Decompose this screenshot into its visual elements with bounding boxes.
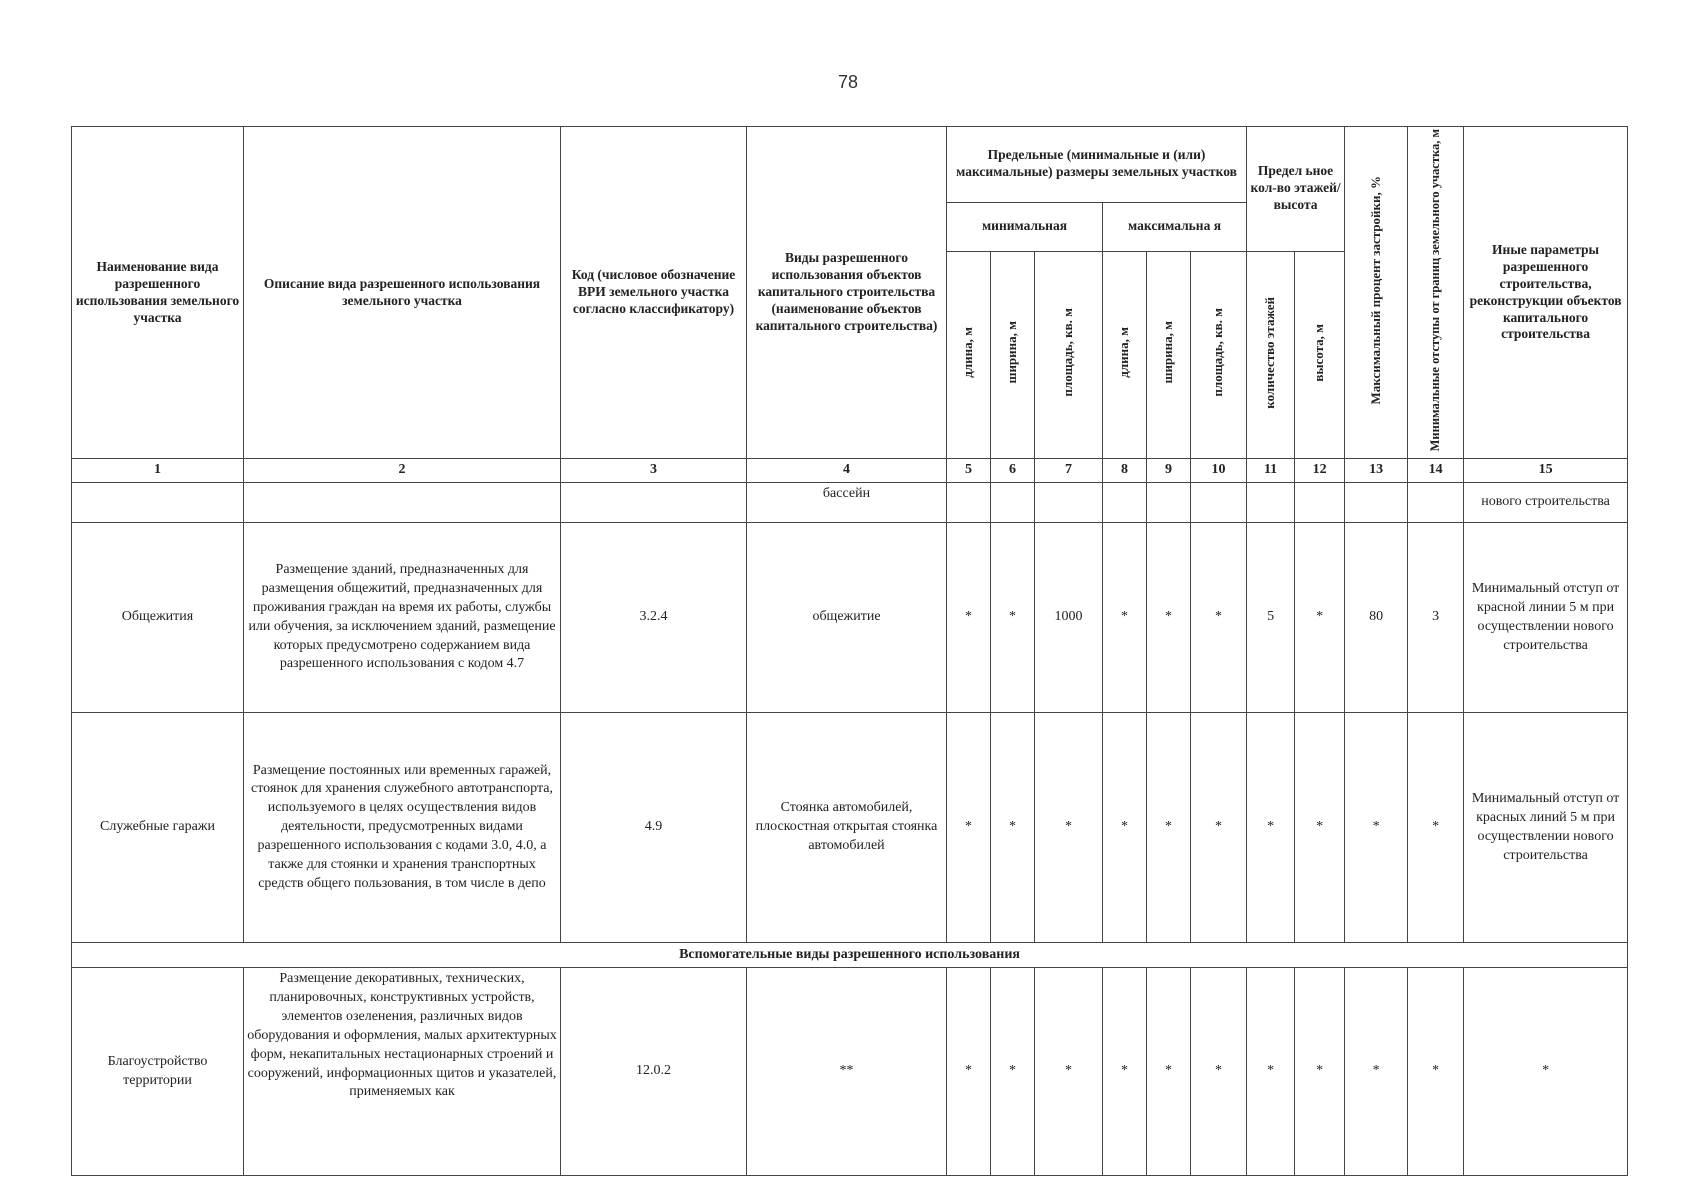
row-other: нового строительства bbox=[1464, 483, 1628, 523]
header-col-setback bbox=[1408, 127, 1464, 459]
header-col-percent bbox=[1345, 127, 1408, 459]
row-value: * bbox=[1191, 523, 1247, 713]
row-code: 12.0.2 bbox=[561, 968, 747, 1176]
row-value bbox=[1295, 483, 1345, 523]
row-value: * bbox=[1147, 523, 1191, 713]
row-value: * bbox=[1035, 713, 1103, 943]
column-number: 4 bbox=[747, 459, 947, 483]
row-value: 80 bbox=[1345, 523, 1408, 713]
row-value: * bbox=[1247, 713, 1295, 943]
row-value: * bbox=[1295, 968, 1345, 1176]
row-objects: ** bbox=[747, 968, 947, 1176]
row-value: * bbox=[1103, 713, 1147, 943]
row-value: * bbox=[1408, 713, 1464, 943]
header-col-area2-label: площадь, кв. м bbox=[1210, 308, 1226, 397]
column-number: 3 bbox=[561, 459, 747, 483]
header-col4: Виды разрешенного использования объектов капитального строительства (наименование объектов капитального строительства) bbox=[747, 127, 947, 459]
column-number: 15 bbox=[1464, 459, 1628, 483]
header-col-width-label: ширина, м bbox=[1004, 321, 1020, 384]
row-value: * bbox=[947, 968, 991, 1176]
header-col-percent-label: Максимальный процент застройки, % bbox=[1367, 175, 1383, 405]
row-value: * bbox=[991, 523, 1035, 713]
row-value: * bbox=[1191, 713, 1247, 943]
column-number: 1 bbox=[72, 459, 244, 483]
row-other: Минимальный отступ от красной линии 5 м при осуществлении нового строительства bbox=[1464, 523, 1628, 713]
row-code: 4.9 bbox=[561, 713, 747, 943]
header-col2: Описание вида разрешенного использования земельного участка bbox=[244, 127, 561, 459]
row-value bbox=[1147, 483, 1191, 523]
header-col-length2-label: длина, м bbox=[1116, 327, 1132, 378]
row-description: Размещение зданий, предназначенных для размещения общежитий, предназначенных для проживания граждан на время их работы, службы или обучения, за исключением зданий, размещение которых предусмотрено содержанием вида разрешенного использования с кодом 4.7 bbox=[244, 523, 561, 713]
row-value: * bbox=[1247, 968, 1295, 1176]
row-description: Размещение декоративных, технических, планировочных, конструктивных устройств, элементов озеленения, различных видов оборудования и оформления, малых архитектурных форм, некапитальных нестационарных строений и сооружений, информационных щитов и указателей, применяемых как bbox=[244, 968, 561, 1176]
column-number: 11 bbox=[1247, 459, 1295, 483]
column-number: 6 bbox=[991, 459, 1035, 483]
column-number: 2 bbox=[244, 459, 561, 483]
header-col-length bbox=[947, 251, 991, 459]
row-value: 5 bbox=[1247, 523, 1295, 713]
row-objects: общежитие bbox=[747, 523, 947, 713]
row-value: * bbox=[1191, 968, 1247, 1176]
table-row bbox=[72, 713, 1628, 943]
row-value bbox=[1247, 483, 1295, 523]
column-number: 13 bbox=[1345, 459, 1408, 483]
row-name: Общежития bbox=[72, 523, 244, 713]
zoning-parameters-table bbox=[71, 126, 1628, 1176]
header-group-max: максимальна я bbox=[1103, 202, 1247, 251]
row-value: * bbox=[947, 523, 991, 713]
header-col-area-label: площадь, кв. м bbox=[1060, 308, 1076, 397]
row-value bbox=[991, 483, 1035, 523]
row-value: * bbox=[1345, 713, 1408, 943]
row-value: * bbox=[991, 968, 1035, 1176]
row-value: * bbox=[1103, 523, 1147, 713]
header-col-width2-label: ширина, м bbox=[1160, 321, 1176, 384]
column-number: 7 bbox=[1035, 459, 1103, 483]
row-objects: бассейн bbox=[747, 483, 947, 523]
row-value bbox=[1345, 483, 1408, 523]
header-col3: Код (числовое обозначение ВРИ земельного участка согласно классификатору) bbox=[561, 127, 747, 459]
row-value: * bbox=[1103, 968, 1147, 1176]
header-group-min: минимальная bbox=[947, 202, 1103, 251]
row-name bbox=[72, 483, 244, 523]
row-value: * bbox=[1295, 523, 1345, 713]
row-value bbox=[1408, 483, 1464, 523]
row-value: * bbox=[991, 713, 1035, 943]
section-row bbox=[72, 943, 1628, 968]
row-value bbox=[1035, 483, 1103, 523]
header-col-area2 bbox=[1191, 251, 1247, 459]
column-number: 10 bbox=[1191, 459, 1247, 483]
row-other: * bbox=[1464, 968, 1628, 1176]
row-value: 3 bbox=[1408, 523, 1464, 713]
column-number: 9 bbox=[1147, 459, 1191, 483]
row-value: * bbox=[1295, 713, 1345, 943]
row-other: Минимальный отступ от красных линий 5 м при осуществлении нового строительства bbox=[1464, 713, 1628, 943]
header-col-floors-label: количество этажей bbox=[1262, 296, 1278, 409]
header-col-height bbox=[1295, 251, 1345, 459]
header-col-floors bbox=[1247, 251, 1295, 459]
header-col-length-label: длина, м bbox=[960, 327, 976, 378]
row-code bbox=[561, 483, 747, 523]
row-value bbox=[1103, 483, 1147, 523]
row-value: * bbox=[947, 713, 991, 943]
row-value: * bbox=[1147, 713, 1191, 943]
row-value bbox=[947, 483, 991, 523]
header-col-setback-label: Минимальные отступы от границ земельного участка, м bbox=[1427, 129, 1442, 452]
row-value: * bbox=[1408, 968, 1464, 1176]
row-value: 1000 bbox=[1035, 523, 1103, 713]
header-col-area bbox=[1035, 251, 1103, 459]
row-code: 3.2.4 bbox=[561, 523, 747, 713]
column-number: 14 bbox=[1408, 459, 1464, 483]
header-col15: Иные параметры разрешенного строительства, реконструкции объектов капитального строительства bbox=[1464, 127, 1628, 459]
column-number: 12 bbox=[1295, 459, 1345, 483]
section-title: Вспомогательные виды разрешенного использования bbox=[72, 943, 1628, 968]
row-description: Размещение постоянных или временных гаражей, стоянок для хранения служебного автотранспорта, используемого в целях осуществления видов деятельности, предусмотренных видами разрешенного использования с кодами 3.0, 4.0, а также для стоянки и хранения транспортных средств общего пользования, в том числе в депо bbox=[244, 713, 561, 943]
column-number-row bbox=[72, 459, 1628, 483]
header-group-sizes: Предельные (минимальные и (или) максимальные) размеры земельных участков bbox=[947, 127, 1247, 203]
row-value: * bbox=[1035, 968, 1103, 1176]
row-name: Благоустройство территории bbox=[72, 968, 244, 1176]
header-col-width bbox=[991, 251, 1035, 459]
table-row bbox=[72, 523, 1628, 713]
header-col-length2 bbox=[1103, 251, 1147, 459]
table-row bbox=[72, 968, 1628, 1176]
header-col-width2 bbox=[1147, 251, 1191, 459]
table-row bbox=[72, 483, 1628, 523]
page-number: 78 bbox=[837, 72, 859, 92]
row-name: Служебные гаражи bbox=[72, 713, 244, 943]
column-number: 8 bbox=[1103, 459, 1147, 483]
header-col-height-label: высота, м bbox=[1311, 323, 1327, 382]
header-group-floors: Предел ьное кол-во этажей/ высота bbox=[1247, 127, 1345, 252]
row-value: * bbox=[1345, 968, 1408, 1176]
row-value: * bbox=[1147, 968, 1191, 1176]
column-number: 5 bbox=[947, 459, 991, 483]
row-description bbox=[244, 483, 561, 523]
row-objects: Стоянка автомобилей, плоскостная открытая стоянка автомобилей bbox=[747, 713, 947, 943]
row-value bbox=[1191, 483, 1247, 523]
header-col1: Наименование вида разрешенного использования земельного участка bbox=[72, 127, 244, 459]
